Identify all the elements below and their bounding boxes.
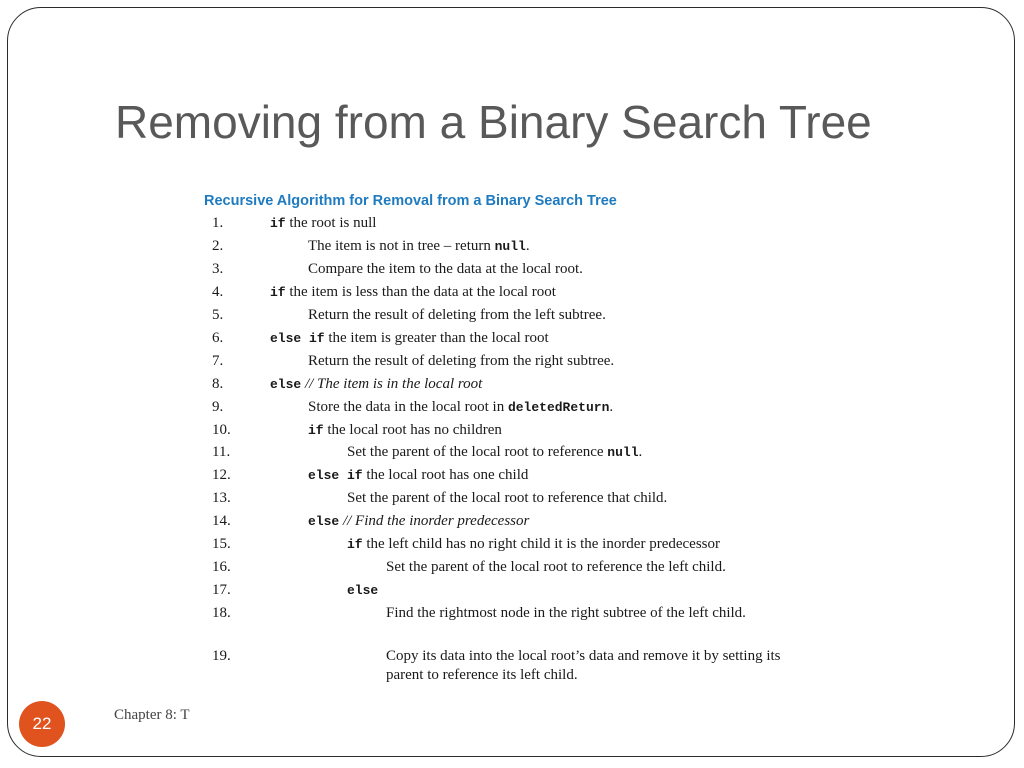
code-keyword: if <box>347 537 363 552</box>
step-text-segment: Set the parent of the local root to reference that child. <box>347 490 668 506</box>
algorithm-step <box>204 398 804 417</box>
algorithm-step <box>204 604 804 644</box>
algorithm-box <box>204 188 804 694</box>
code-keyword: else if <box>308 468 363 483</box>
code-keyword: deletedReturn <box>507 400 610 415</box>
algorithm-step <box>204 647 804 687</box>
algorithm-step <box>204 466 804 485</box>
step-number: 13. <box>212 490 231 506</box>
step-text <box>308 512 529 531</box>
step-number: 2. <box>212 238 224 254</box>
step-text <box>386 558 726 577</box>
algorithm-step <box>204 283 804 302</box>
step-number: 11. <box>212 444 231 460</box>
step-text <box>347 489 667 508</box>
step-text-segment: Find the rightmost node in the right subtree of the left child. <box>386 605 746 621</box>
code-keyword: if <box>308 423 324 438</box>
step-number: 3. <box>212 261 224 277</box>
step-text <box>308 398 613 417</box>
code-keyword: else <box>308 514 340 529</box>
algorithm-steps <box>204 214 804 694</box>
step-number: 10. <box>212 422 231 438</box>
step-text-segment: Set the parent of the local root to reference <box>347 444 608 460</box>
algorithm-step <box>204 535 804 554</box>
algorithm-step <box>204 237 804 256</box>
step-number: 5. <box>212 307 224 323</box>
step-text-segment: . <box>525 238 530 254</box>
slide-title: Removing from a Binary Search Tree <box>115 96 872 148</box>
algorithm-step <box>204 489 804 508</box>
step-text-segment: Set the parent of the local root to reference the left child. <box>386 559 726 575</box>
step-text-segment: the local root has no children <box>323 422 502 438</box>
algorithm-step <box>204 260 804 279</box>
code-keyword: null <box>607 445 639 460</box>
slide <box>7 7 1015 757</box>
step-text <box>270 329 549 348</box>
step-text <box>308 306 606 325</box>
step-text <box>308 466 528 485</box>
code-keyword: else <box>270 377 302 392</box>
step-text-segment: the item is greater than the local root <box>324 330 549 346</box>
step-text <box>347 535 720 554</box>
step-text-segment: Store the data in the local root in <box>308 399 508 415</box>
step-text-segment: Copy its data into the local root’s data and remove it by setting its parent to reference its left child. <box>386 648 781 683</box>
algorithm-step <box>204 558 804 577</box>
algorithm-step <box>204 214 804 233</box>
step-text <box>270 283 556 302</box>
step-number: 19. <box>212 648 231 664</box>
algorithm-step <box>204 443 804 462</box>
step-text <box>308 352 614 371</box>
step-number: 14. <box>212 513 231 529</box>
step-number: 8. <box>212 376 224 392</box>
algorithm-step <box>204 421 804 440</box>
step-text <box>308 421 502 440</box>
algorithm-step <box>204 581 804 600</box>
step-text-segment: Return the result of deleting from the right subtree. <box>308 353 615 369</box>
step-number: 6. <box>212 330 224 346</box>
step-text <box>386 604 786 623</box>
step-number: 12. <box>212 467 231 483</box>
step-text <box>386 647 796 685</box>
step-text <box>347 581 378 600</box>
step-text <box>347 443 642 462</box>
step-text-segment: The item is not in tree – return <box>308 238 495 254</box>
step-number: 18. <box>212 605 231 621</box>
algorithm-heading: Recursive Algorithm for Removal from a Binary Search Tree <box>204 193 617 209</box>
step-text <box>308 237 530 256</box>
step-number: 15. <box>212 536 231 552</box>
page-number-badge: 22 <box>19 701 65 747</box>
step-text-segment: the left child has no right child it is the inorder predecessor <box>362 536 721 552</box>
step-number: 9. <box>212 399 224 415</box>
code-comment: // Find the inorder predecessor <box>339 513 530 529</box>
code-keyword: null <box>494 239 526 254</box>
code-comment: // The item is in the local root <box>301 376 483 392</box>
step-text-segment: Return the result of deleting from the left subtree. <box>308 307 606 323</box>
step-text <box>270 214 376 233</box>
step-text-segment: Compare the item to the data at the local root. <box>308 261 583 277</box>
step-text <box>308 260 583 279</box>
step-text <box>270 375 482 394</box>
step-text-segment: . <box>609 399 614 415</box>
step-number: 1. <box>212 215 224 231</box>
algorithm-step <box>204 512 804 531</box>
step-number: 17. <box>212 582 231 598</box>
step-text-segment: the root is null <box>285 215 377 231</box>
code-keyword: else <box>347 583 379 598</box>
code-keyword: if <box>270 285 286 300</box>
step-text-segment: . <box>638 444 643 460</box>
step-number: 7. <box>212 353 224 369</box>
step-number: 16. <box>212 559 231 575</box>
step-number: 4. <box>212 284 224 300</box>
footer-chapter: Chapter 8: T <box>114 707 190 723</box>
step-text-segment: the item is less than the data at the local root <box>285 284 556 300</box>
step-text-segment: the local root has one child <box>362 467 529 483</box>
algorithm-step <box>204 352 804 371</box>
code-keyword: else if <box>270 331 325 346</box>
code-keyword: if <box>270 216 286 231</box>
algorithm-step <box>204 329 804 348</box>
algorithm-step <box>204 375 804 394</box>
algorithm-step <box>204 306 804 325</box>
